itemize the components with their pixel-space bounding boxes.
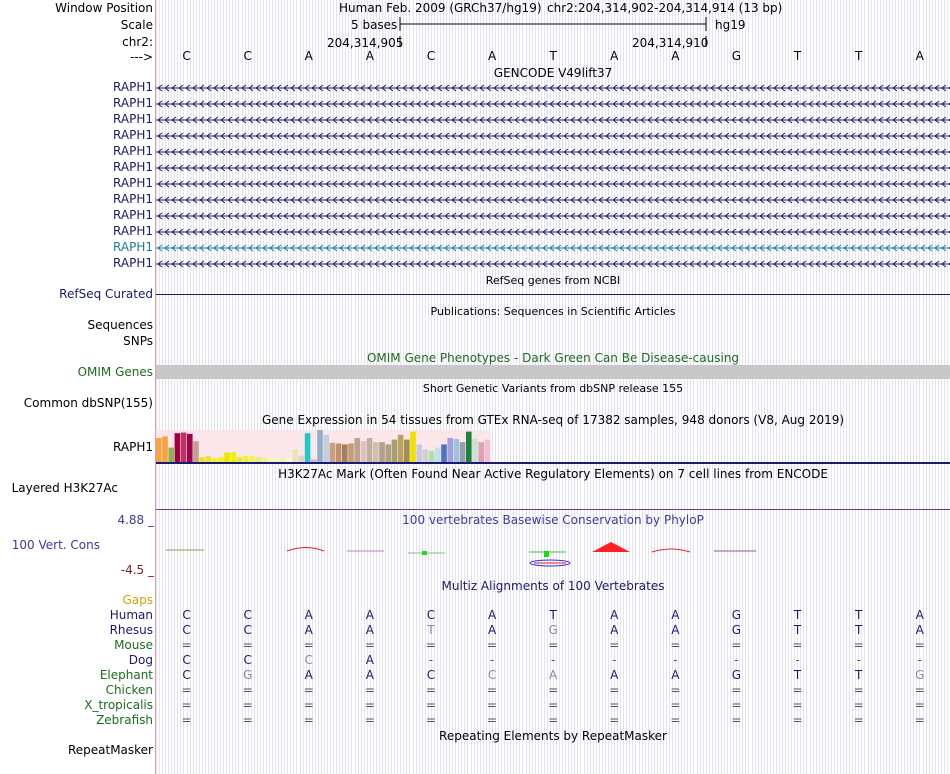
gencode-transcript-line[interactable] (156, 245, 950, 251)
alignment-base: A (610, 608, 619, 622)
alignment-base: - (428, 653, 434, 667)
gtex-tissue-bar[interactable] (224, 452, 230, 462)
alignment-base: - (734, 653, 739, 667)
gencode-transcript-line[interactable] (156, 149, 950, 155)
alignment-base: = (548, 713, 559, 727)
gencode-transcript-line[interactable] (156, 117, 950, 123)
alignment-base: = (425, 698, 436, 712)
gtex-tissue-bar[interactable] (373, 442, 379, 462)
gtex-tissue-bar[interactable] (398, 435, 404, 462)
sequence-base: T (549, 49, 557, 63)
alignment-base: = (609, 713, 620, 727)
phylop-segment-10 (592, 542, 630, 552)
gtex-tissue-bar[interactable] (460, 442, 466, 462)
alignment-base: = (303, 638, 314, 652)
sequence-base: C (243, 49, 252, 63)
alignment-base: = (853, 713, 864, 727)
sequence-base: A (365, 49, 374, 63)
gtex-tissue-bar[interactable] (485, 440, 491, 462)
gencode-transcript-label[interactable]: RAPH1 (113, 240, 153, 254)
alignment-base: T (793, 668, 802, 682)
phylop-ymin: -4.5 _ (120, 563, 154, 577)
omim-gene-bar[interactable] (156, 365, 950, 379)
sequence-base: A (610, 49, 619, 63)
sequence-base: T (854, 49, 863, 63)
alignment-base: = (609, 698, 620, 712)
gtex-tissue-bar[interactable] (348, 443, 354, 462)
sequence-base: G (731, 49, 742, 63)
alignment-base: A (487, 623, 497, 637)
gtex-tissue-bar[interactable] (187, 434, 193, 462)
gtex-bar-chart[interactable] (156, 428, 950, 464)
alignment-base: C (182, 653, 191, 667)
phylop-segment-7 (544, 551, 549, 557)
alignment-base: G (242, 668, 253, 682)
alignment-base: A (365, 653, 374, 667)
assembly-text: Human Feb. 2009 (GRCh37/hg19) (339, 1, 542, 15)
alignment-base: = (242, 683, 253, 697)
repeatmasker-title: Repeating Elements by RepeatMasker (439, 729, 667, 743)
gtex-tissue-bar[interactable] (168, 448, 174, 462)
gencode-transcript-label[interactable]: RAPH1 (113, 80, 153, 94)
alignment-base: A (671, 623, 680, 637)
alignment-base: = (487, 638, 498, 652)
alignment-base: C (243, 653, 252, 667)
alignment-base: T (854, 668, 863, 682)
alignment-base: = (609, 638, 620, 652)
sequence-base: C (182, 49, 191, 63)
gtex-tissue-bar[interactable] (404, 440, 410, 462)
alignment-base: A (304, 668, 313, 682)
refseq-title: RefSeq genes from NCBI (485, 274, 621, 287)
alignment-base: = (914, 713, 925, 727)
species-label[interactable]: X_tropicalis (84, 698, 153, 712)
gtex-title: Gene Expression in 54 tissues from GTEx RNA-seq of 17382 samples, 948 donors (V8, Aug 2019) (261, 413, 845, 427)
alignment-base: G (548, 623, 558, 637)
position-text: chr2:204,314,902-204,314,914 (13 bp) (547, 1, 783, 15)
alignment-base: A (671, 668, 680, 682)
h3k27ac-baseline (156, 509, 950, 510)
species-label[interactable]: Human (109, 608, 153, 622)
alignment-base: A (304, 608, 313, 622)
alignment-base: A (365, 623, 374, 637)
alignment-base: T (854, 623, 863, 637)
gencode-transcript-label[interactable]: RAPH1 (113, 112, 153, 126)
alignment-base: G (731, 623, 742, 637)
alignment-base: = (792, 698, 803, 712)
alignment-base: = (853, 638, 864, 652)
alignment-base: A (915, 623, 924, 637)
alignment-base: = (853, 698, 864, 712)
h3k27ac-label[interactable]: Layered H3K27Ac (11, 481, 118, 495)
gencode-transcript-line[interactable] (156, 213, 950, 219)
gencode-transcript-line[interactable] (156, 181, 950, 187)
gencode-transcript-line[interactable] (156, 85, 950, 91)
alignment-base: = (181, 698, 192, 712)
alignment-base: = (792, 683, 803, 697)
gencode-transcript-label[interactable]: RAPH1 (113, 208, 153, 222)
alignment-base: - (917, 653, 922, 667)
alignment-base: G (915, 668, 925, 682)
alignment-base: = (548, 698, 559, 712)
alignment-base: - (673, 653, 678, 667)
window-position-label: Window Position (55, 1, 153, 15)
sequence-base: A (671, 49, 680, 63)
ruler-tick-right: 204,314,910 (632, 36, 709, 50)
gtex-gene-line (156, 462, 950, 464)
phylop-label[interactable]: 100 Vert. Cons (11, 538, 100, 552)
gtex-tissue-bar[interactable] (330, 443, 336, 462)
alignment-base: = (670, 698, 681, 712)
gtex-tissue-bar[interactable] (230, 452, 236, 462)
alignment-base: C (487, 668, 497, 682)
gaps-label: Gaps (122, 593, 153, 607)
alignment-base: = (242, 698, 253, 712)
alignment-base: A (365, 668, 374, 682)
gtex-label[interactable]: RAPH1 (113, 440, 153, 454)
alignment-base: = (914, 698, 925, 712)
gencode-transcript-label[interactable]: RAPH1 (113, 128, 153, 142)
gencode-transcript-label[interactable]: RAPH1 (113, 224, 153, 238)
gencode-transcript-line[interactable] (156, 165, 950, 171)
ruler-tick-left: 204,314,905 (327, 36, 404, 50)
gencode-transcript-label[interactable]: RAPH1 (113, 256, 153, 270)
alignment-base: = (548, 638, 559, 652)
alignment-base: C (426, 608, 436, 622)
sequence-base: C (426, 49, 436, 63)
alignment-base: A (487, 608, 497, 622)
gtex-tissue-bar[interactable] (342, 444, 348, 462)
alignment-base: = (181, 638, 192, 652)
alignment-base: = (731, 713, 742, 727)
species-label[interactable]: Zebrafish (96, 713, 153, 727)
alignment-base: = (853, 683, 864, 697)
sequence-base: T (793, 49, 802, 63)
alignment-base: = (792, 638, 803, 652)
gtex-tissue-bar[interactable] (354, 438, 360, 462)
alignment-base: T (427, 623, 435, 637)
dbsnp-label[interactable]: Common dbSNP(155) (23, 396, 153, 410)
alignment-base: - (612, 653, 617, 667)
alignment-base: = (548, 683, 559, 697)
alignment-base: C (243, 608, 252, 622)
gtex-tissue-bar[interactable] (447, 438, 453, 462)
gtex-tissue-bar[interactable] (379, 442, 385, 462)
omim-title: OMIM Gene Phenotypes - Dark Green Can Be Disease-causing (366, 351, 740, 365)
alignment-base: A (304, 623, 313, 637)
alignment-base: C (426, 668, 436, 682)
gencode-transcript-label[interactable]: RAPH1 (113, 192, 153, 206)
pubs-sequences-label[interactable]: Sequences (87, 318, 153, 332)
alignment-base: = (364, 698, 375, 712)
gtex-tissue-bar[interactable] (367, 438, 373, 462)
gencode-transcript-line[interactable] (156, 101, 950, 107)
gtex-tissue-bar[interactable] (454, 439, 460, 462)
sequence-base: A (915, 49, 924, 63)
alignment-base: A (915, 608, 924, 622)
gtex-tissue-bar[interactable] (336, 443, 342, 462)
gtex-tissue-bar[interactable] (392, 440, 398, 462)
alignment-base: - (489, 653, 495, 667)
alignment-base: = (487, 698, 498, 712)
alignment-base: = (609, 683, 620, 697)
alignment-base: = (914, 683, 925, 697)
alignment-base: A (365, 608, 374, 622)
gencode-transcripts[interactable] (156, 80, 950, 270)
alignment-base: = (792, 713, 803, 727)
alignment-base: = (303, 698, 314, 712)
alignment-base: G (731, 668, 742, 682)
sequence-base: A (304, 49, 313, 63)
gtex-tissue-bar[interactable] (181, 433, 187, 462)
alignment-base: = (181, 683, 192, 697)
scale-db: hg19 (715, 18, 746, 32)
alignment-base: C (243, 623, 252, 637)
alignment-base: - (795, 653, 800, 667)
scale-label: Scale (120, 18, 153, 32)
alignment-base: A (610, 623, 619, 637)
gtex-tissue-bar[interactable] (193, 441, 199, 462)
chrom-label: chr2: (122, 35, 153, 49)
sequence-base: A (487, 49, 497, 63)
omim-label[interactable]: OMIM Genes (77, 365, 153, 379)
gencode-transcript-line[interactable] (156, 197, 950, 203)
species-label[interactable]: Chicken (105, 683, 153, 697)
alignment-base: C (182, 608, 191, 622)
alignment-base: = (425, 638, 436, 652)
publications-title: Publications: Sequences in Scientific Articles (430, 305, 676, 318)
species-label[interactable]: Dog (128, 653, 153, 667)
gencode-transcript-label[interactable]: RAPH1 (113, 144, 153, 158)
alignment-base: = (670, 713, 681, 727)
alignment-base: T (793, 608, 802, 622)
alignment-base: = (487, 683, 498, 697)
alignment-base: = (670, 683, 681, 697)
phylop-segment-5 (422, 551, 427, 555)
alignment-base: = (731, 683, 742, 697)
gtex-tissue-bar[interactable] (385, 444, 391, 462)
gtex-tissue-bar[interactable] (435, 448, 441, 462)
phylop-signal[interactable] (156, 530, 950, 580)
alignment-base: T (854, 608, 863, 622)
h3k27ac-title: H3K27Ac Mark (Often Found Near Active Regulatory Elements) on 7 cell lines from ENCODE (278, 467, 828, 481)
refseq-gene-line[interactable] (156, 294, 950, 295)
alignment-base: = (303, 713, 314, 727)
gtex-tissue-bar[interactable] (361, 441, 367, 462)
species-label[interactable]: Mouse (114, 638, 153, 652)
phylop-segment-11 (652, 549, 690, 552)
alignment-base: A (610, 668, 619, 682)
species-label[interactable]: Elephant (99, 668, 153, 682)
phylop-segment-2 (287, 548, 324, 552)
alignment-base: C (304, 653, 313, 667)
gencode-transcript-line[interactable] (156, 229, 950, 235)
alignment-base: = (425, 713, 436, 727)
dbsnp-title: Short Genetic Variants from dbSNP release 155 (422, 382, 684, 395)
alignment-base: A (671, 608, 680, 622)
gtex-tissue-bar[interactable] (466, 432, 472, 462)
gtex-tissue-bar[interactable] (423, 449, 429, 462)
alignment-base: - (550, 653, 556, 667)
alignment-base: = (364, 638, 375, 652)
gencode-title: GENCODE V49lift37 (493, 66, 613, 80)
alignment-base: C (182, 623, 191, 637)
alignment-base: T (549, 608, 557, 622)
alignment-base: = (181, 713, 192, 727)
pubs-snps-label[interactable]: SNPs (123, 334, 153, 348)
gencode-transcript-line[interactable] (156, 133, 950, 139)
scale-text: 5 bases (351, 18, 398, 32)
gtex-tissue-bar[interactable] (292, 449, 298, 462)
gtex-tissue-bar[interactable] (416, 444, 422, 462)
alignment-base: = (242, 638, 253, 652)
alignment-base: - (856, 653, 861, 667)
phylop-title: 100 vertebrates Basewise Conservation by PhyloP (402, 513, 704, 527)
gtex-tissue-bar[interactable] (162, 436, 168, 462)
alignment-base: = (364, 713, 375, 727)
alignment-base: = (670, 638, 681, 652)
gtex-tissue-bar[interactable] (429, 451, 435, 462)
gtex-tissue-bar[interactable] (156, 438, 162, 462)
gtex-tissue-bar[interactable] (175, 433, 181, 462)
alignment-base: G (731, 608, 742, 622)
alignment-base: = (425, 683, 436, 697)
gtex-tissue-bar[interactable] (478, 442, 484, 462)
gencode-transcript-label[interactable]: RAPH1 (113, 176, 153, 190)
alignment-base: = (364, 683, 375, 697)
strand-arrow-label: ---> (129, 50, 153, 64)
gtex-tissue-bar[interactable] (441, 444, 447, 462)
gencode-transcript-label[interactable]: RAPH1 (113, 160, 153, 174)
refseq-label[interactable]: RefSeq Curated (59, 287, 153, 301)
alignment-base: = (914, 638, 925, 652)
alignment-base: = (242, 713, 253, 727)
gtex-tissue-bar[interactable] (305, 433, 311, 462)
multiz-title: Multiz Alignments of 100 Vertebrates (441, 579, 665, 593)
alignment-base: A (549, 668, 558, 682)
gencode-transcript-label[interactable]: RAPH1 (113, 96, 153, 110)
gtex-tissue-bar[interactable] (410, 432, 416, 462)
gtex-tissue-bar[interactable] (472, 439, 478, 462)
gencode-transcript-line[interactable] (156, 261, 950, 267)
alignment-base: = (303, 683, 314, 697)
alignment-base: T (793, 623, 802, 637)
repeatmasker-label[interactable]: RepeatMasker (67, 743, 153, 757)
phylop-ymax: 4.88 _ (117, 513, 154, 527)
gtex-tissue-bar[interactable] (323, 435, 329, 462)
gtex-tissue-bar[interactable] (317, 430, 323, 462)
alignment-base: C (182, 668, 191, 682)
alignment-base: = (731, 638, 742, 652)
species-label[interactable]: Rhesus (109, 623, 153, 637)
alignment-base: = (487, 713, 498, 727)
alignment-base: = (731, 698, 742, 712)
